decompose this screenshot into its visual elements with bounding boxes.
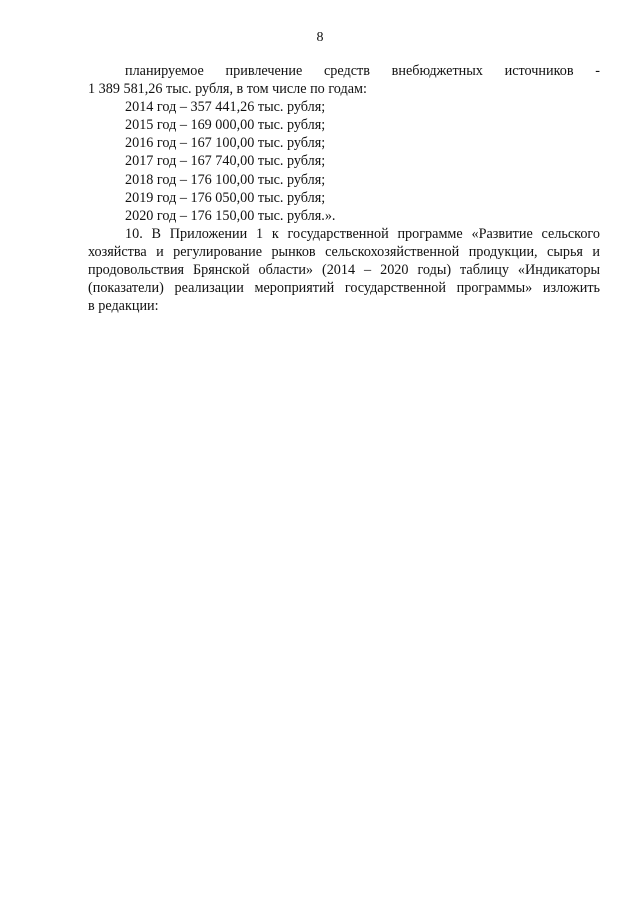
year-line-2016: 2016 год – 167 100,00 тыс. рубля;	[125, 135, 326, 152]
year-line-2017: 2017 год – 167 740,00 тыс. рубля;	[125, 153, 326, 170]
item10-line-5: в редакции:	[88, 298, 159, 315]
intro-line-2: 1 389 581,26 тыс. рубля, в том числе по годам:	[88, 81, 367, 98]
item10-line-3: продовольствия Брянской области» (2014 – 2020 годы) таблицу «Индикаторы	[88, 262, 600, 279]
year-line-2018: 2018 год – 176 100,00 тыс. рубля;	[125, 171, 326, 188]
page-number: 8	[316, 30, 324, 45]
year-line-2019: 2019 год – 176 050,00 тыс. рубля;	[125, 189, 326, 206]
intro-line-1: планируемое привлечение средств внебюджетных источников -	[125, 63, 600, 79]
item10-line-4: (показатели) реализации мероприятий государственной программы» изложить	[88, 280, 600, 297]
year-line-2014: 2014 год – 357 441,26 тыс. рубля;	[125, 99, 326, 116]
year-line-2015: 2015 год – 169 000,00 тыс. рубля;	[125, 117, 326, 134]
item10-line-1: 10. В Приложении 1 к государственной программе «Развитие сельского	[125, 225, 600, 242]
year-line-2020: 2020 год – 176 150,00 тыс. рубля.».	[125, 207, 336, 224]
document-body	[88, 62, 600, 315]
item10-line-2: хозяйства и регулирование рынков сельскохозяйственной продукции, сырья и	[88, 243, 600, 260]
